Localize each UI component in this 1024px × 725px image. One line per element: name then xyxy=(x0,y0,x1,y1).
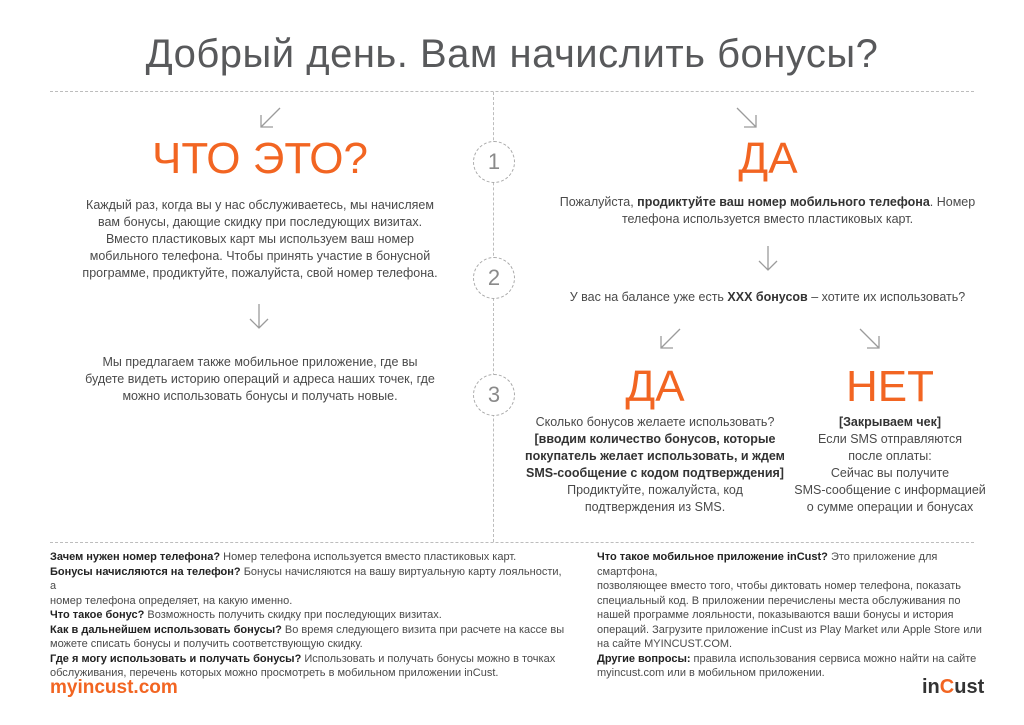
faq-item: Другие вопросы: правила использования сервиса можно найти на сайте myincust.com или в мобильном приложении. xyxy=(597,652,977,679)
bottom-divider xyxy=(50,542,974,543)
faq-item: Зачем нужен номер телефона? Номер телефона используется вместо пластиковых карт. xyxy=(50,551,517,563)
faq-item: Как в дальнейшем использовать бонусы? Во время следующего визита при расчете на кассе вы можете списать бонусы и получить соответствующую скидку. xyxy=(50,623,565,650)
yes-heading: ДА xyxy=(625,362,685,411)
step-circle-1: 1 xyxy=(473,141,515,183)
arrow-down-left-icon xyxy=(256,104,284,132)
arrow-down-left-icon xyxy=(656,325,684,353)
no-branch-text: [Закрываем чек] Если SMS отправляются после оплаты: Сейчас вы получите SMS-сообщение с информацией о сумме операции и бонусах xyxy=(794,415,986,514)
faq-item: Бонусы начисляются на телефон? Бонусы начисляются на вашу виртуальную карту лояльности, а номер телефона определяет, на какую именно. xyxy=(50,565,562,607)
left-paragraph-1: Каждый раз, когда вы у нас обслуживаетесь, мы начисляем вам бонусы, дающие скидку при последующих визитах. Вместо пластиковых карт мы используем ваш номер мобильного телефона. Чтобы принять участие в бонусной программе, продиктуйте, пожалуйста, свой номер телефона. xyxy=(82,198,438,280)
arrow-down-icon xyxy=(754,244,782,272)
faq-item: Что такое мобильное приложение inCust? Это приложение для смартфона, позволяющее вместо того, чтобы диктовать номер телефона, показать специальный код. В приложении перечислены места обслуживания по нашей программе лояльности, показываются ваши бонусы и история операций. Загрузите приложение inCust из Play Market или Apple Store или на сайте MYINCUST.COM. xyxy=(597,551,982,650)
top-divider xyxy=(50,91,974,92)
faq-left xyxy=(50,550,570,681)
left-paragraph-2: Мы предлагаем также мобильное приложение, где вы будете видеть историю операций и адреса наших точек, где можно использовать бонусы и получать новые. xyxy=(85,355,435,403)
yes-branch-text: Сколько бонусов желаете использовать? [вводим количество бонусов, которые покупатель желает использовать, и ждем SMS-сообщение с кодом подтверждения] Продиктуйте, пожалуйста, код подтверждения из SMS. xyxy=(525,415,785,514)
left-heading: ЧТО ЭТО? xyxy=(152,134,368,183)
arrow-down-icon xyxy=(245,302,273,330)
step-circle-3: 3 xyxy=(473,374,515,416)
website-link[interactable]: myincust.com xyxy=(50,677,178,698)
arrow-down-right-icon xyxy=(733,104,761,132)
faq-item: Где я могу использовать и получать бонусы? Использовать и получать бонусы можно в точках обслуживания, перечень которых можно просмотреть в мобильном приложении inCust. xyxy=(50,652,556,679)
faq-item: Что такое бонус? Возможность получить скидку при последующих визитах. xyxy=(50,609,442,621)
step-circle-2: 2 xyxy=(473,257,515,299)
faq-right xyxy=(597,550,997,681)
no-heading: НЕТ xyxy=(846,362,934,411)
arrow-down-right-icon xyxy=(856,325,884,353)
balance-question: У вас на балансе уже есть XXX бонусов – хотите их использовать? xyxy=(569,290,966,304)
right-paragraph-1: Пожалуйста, продиктуйте ваш номер мобильного телефона. Номер телефона используется вместо пластиковых карт. xyxy=(559,195,976,226)
right-heading-yes: ДА xyxy=(738,134,798,183)
incust-logo: inCust xyxy=(922,676,985,698)
page-title: Добрый день. Вам начислить бонусы? xyxy=(145,32,879,76)
